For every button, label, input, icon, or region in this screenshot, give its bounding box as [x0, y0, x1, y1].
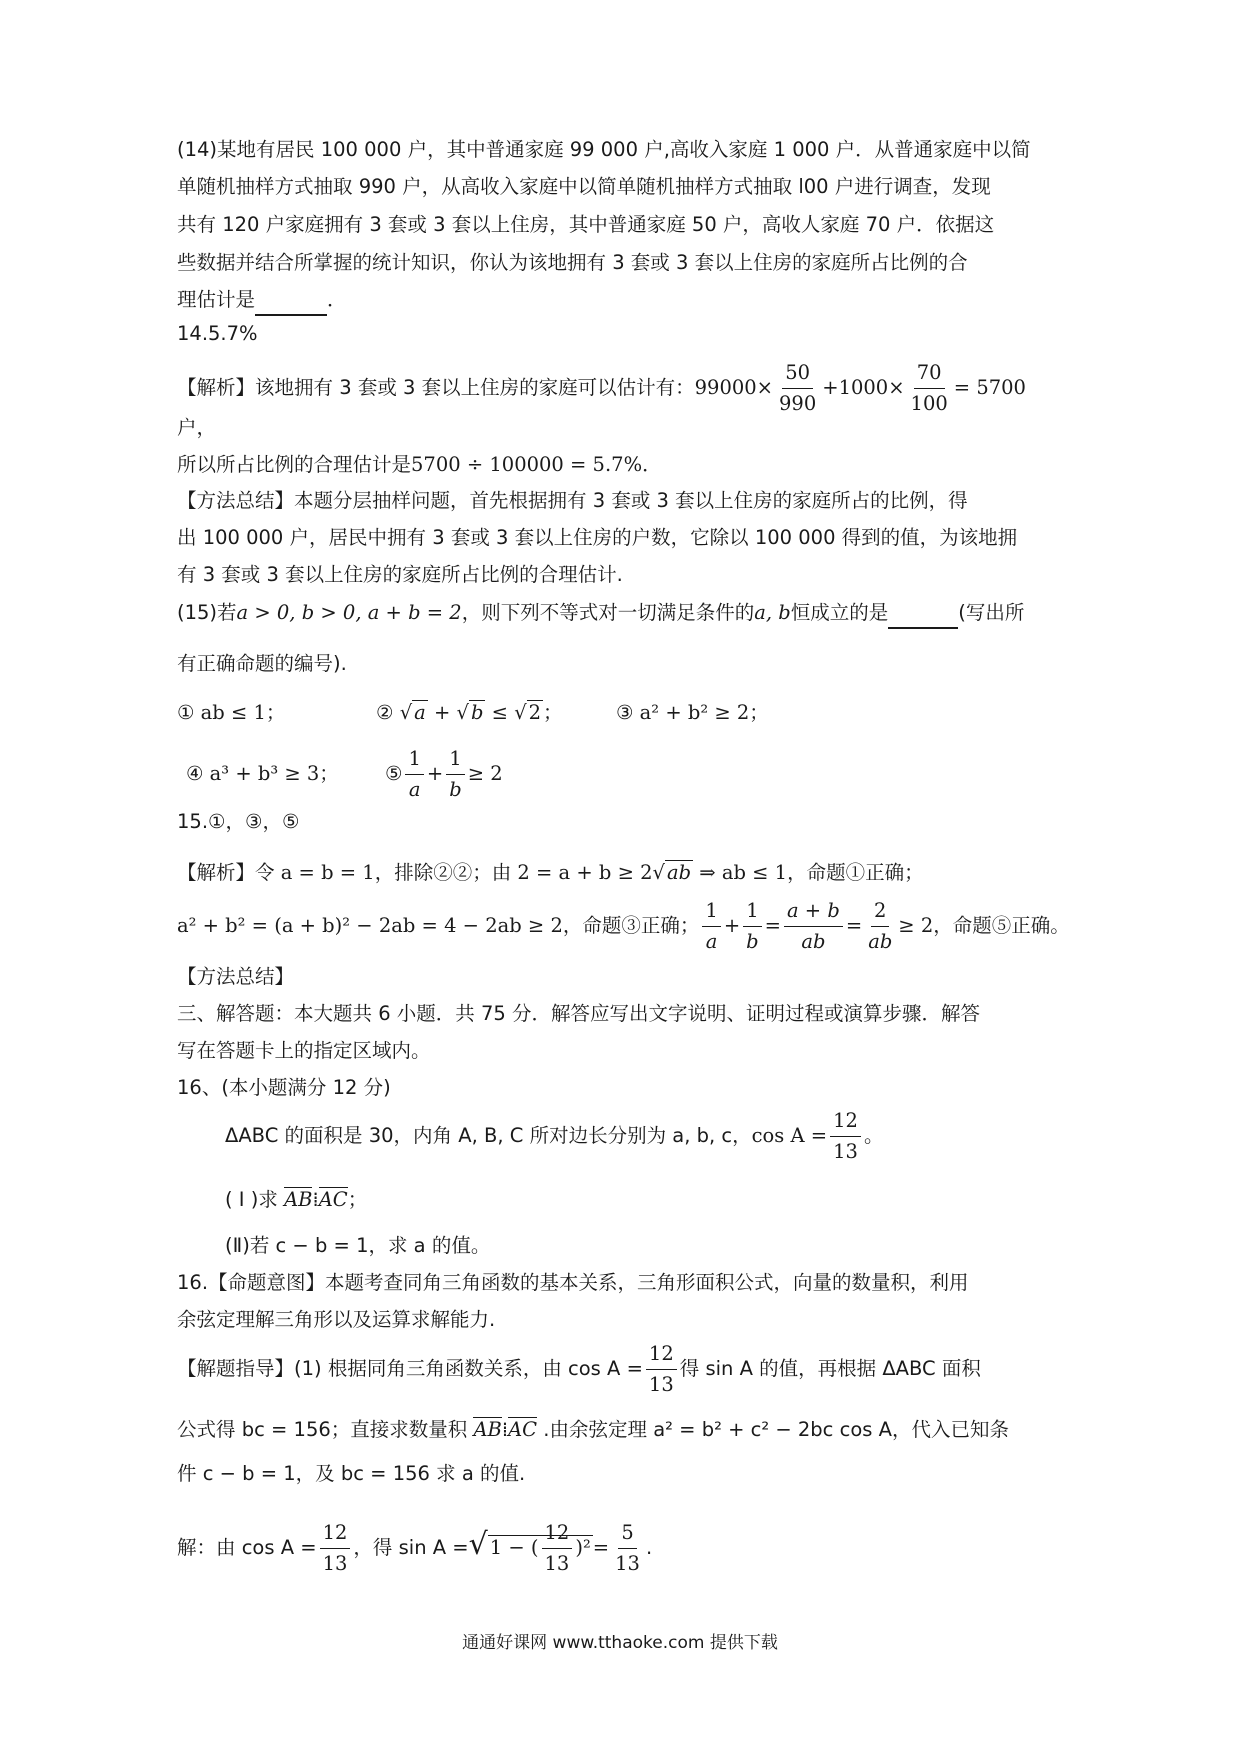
- q16-stem: [225, 1104, 883, 1168]
- q15-condition: a > 0, b > 0, a + b = 2: [236, 601, 462, 624]
- opt2-end: ；: [543, 701, 563, 724]
- sqrt-part-b: )²: [575, 1536, 591, 1559]
- analysis-label: 【解析】: [177, 376, 256, 399]
- frac-den: 990: [779, 392, 817, 415]
- q14-answer: 14.5.7%: [177, 322, 258, 345]
- plus: +: [723, 914, 741, 937]
- q14-method-1: [177, 487, 968, 515]
- answer-blank: [255, 286, 327, 316]
- q16-stem-end: 。: [863, 1124, 884, 1147]
- expr-b: +1000×: [822, 376, 905, 399]
- frac-den: 13: [648, 1373, 674, 1396]
- frac-num: 1: [446, 744, 464, 775]
- q15-text: ，则下列不等式对一切满足条件的: [461, 601, 755, 624]
- expr-c: = 5700: [953, 376, 1026, 399]
- fraction-12-13: [542, 1518, 573, 1579]
- frac-den: 100: [910, 392, 948, 415]
- dot-operator: ⁞: [312, 1188, 319, 1211]
- opt5-prefix: ⑤: [385, 762, 403, 785]
- q15-text-2: 恒成立的是: [790, 601, 889, 624]
- fraction-12-13: [646, 1339, 677, 1400]
- q16-header: 16、(本小题满分 12 分): [177, 1076, 391, 1099]
- vector-ac: AC: [508, 1418, 538, 1441]
- opt2-plus: +: [427, 701, 457, 724]
- sol-text: 解：由 cos A =: [177, 1536, 317, 1559]
- fraction-12-13: [830, 1106, 861, 1167]
- opt2-le: ≤: [485, 701, 515, 724]
- part1-prefix: ( I )求: [225, 1188, 285, 1211]
- q14-method-3: 有 3 套或 3 套以上住房的家庭所占比例的合理估计.: [177, 563, 623, 586]
- sqrt-ab: ab: [666, 861, 692, 884]
- fraction-1-a: [702, 896, 720, 957]
- q15-option-3: ③ a² + b² ≥ 2；: [616, 701, 769, 724]
- q15-analysis-1: 【解析】令 a = b = 1，排除②②；由 2 = a + b ≥ 2√ ab ⇒ ab ≤ 1，命题①正确；: [177, 861, 924, 884]
- frac-den: 13: [544, 1552, 570, 1575]
- frac-num: 5: [618, 1518, 636, 1549]
- fraction-5-13: [612, 1518, 643, 1579]
- q15-option-4: ④ a³ + b³ ≥ 3；: [186, 762, 339, 785]
- frac-num: 70: [914, 358, 945, 389]
- q16-guide-1: [177, 1337, 981, 1401]
- sqrt-body: [488, 1521, 593, 1575]
- q14-line-3: 共有 120 户家庭拥有 3 套或 3 套以上住房，其中普通家庭 50 户，高收人家庭 70 户．依据这: [177, 213, 995, 236]
- frac-num: 50: [782, 358, 813, 389]
- q14-line-5-end: ．: [327, 288, 347, 311]
- q14-line-2: 单随机抽样方式抽取 990 户，从高收入家庭中以简单随机抽样方式抽取 l00 户进行调查，发现: [177, 175, 991, 198]
- analysis-text: 该地拥有 3 套或 3 套以上住房的家庭可以估计有：: [255, 376, 695, 399]
- ratio-expr: 5700 ÷ 100000 = 5.7%: [411, 453, 643, 476]
- frac-num: a + b: [784, 896, 843, 927]
- dot-operator: ⁞: [501, 1418, 509, 1441]
- frac-num: 12: [830, 1106, 861, 1137]
- frac-num: 12: [646, 1339, 677, 1370]
- frac-den: 13: [833, 1140, 858, 1163]
- vector-ab: AB: [473, 1418, 502, 1441]
- expr-a: 99000×: [694, 376, 773, 399]
- q16-intent-1: 16.【命题意图】本题考查同角三角函数的基本关系，三角形面积公式，向量的数量积，利用: [177, 1271, 969, 1294]
- analysis2-expr: a² + b² = (a + b)² − 2ab = 4 − 2ab ≥ 2，命题③正确；: [177, 914, 700, 937]
- frac-num: 12: [320, 1518, 351, 1549]
- method-label: 【方法总结】: [177, 489, 295, 512]
- opt5-end: ≥ 2: [467, 762, 503, 785]
- frac-den: a: [705, 930, 718, 953]
- q15-text-3: (写出所: [958, 601, 1025, 624]
- q16-solution: [177, 1512, 652, 1581]
- frac-num: 1: [702, 896, 720, 927]
- guide-text-2: 得 sin A 的值，再根据 ΔABC 面积: [679, 1357, 981, 1380]
- fraction-1-b: [446, 744, 464, 805]
- fraction-50-990: [776, 358, 819, 419]
- q16-part-1: [225, 1186, 367, 1214]
- answer-blank: [888, 599, 958, 629]
- equals: =: [764, 914, 781, 937]
- sqrt-part-a: 1 − (: [489, 1536, 539, 1559]
- q14-hu: 户，: [177, 416, 217, 439]
- guide2-text-2: .由余弦定理 a² = b² + c² − 2bc cos A，代入已知条: [537, 1418, 1009, 1441]
- q14-line-4: 些数据并结合所掌握的统计知识，你认为该地拥有 3 套或 3 套以上住房的家庭所占比例的合: [177, 251, 968, 274]
- frac-num: 1: [743, 896, 761, 927]
- equals: =: [845, 914, 863, 937]
- guide2-text: 公式得 bc = 156；直接求数量积: [177, 1418, 474, 1441]
- q14-line-1: (14)某地有居民 100 000 户，其中普通家庭 99 000 户,高收入家庭 1 000 户．从普通家庭中以简: [177, 138, 1031, 161]
- q16-intent-2: 余弦定理解三角形以及运算求解能力.: [177, 1308, 496, 1331]
- q16-stem-text: ΔABC 的面积是 30，内角 A, B, C 所对边长分别为 a, b, c，: [225, 1124, 752, 1147]
- opt2-prefix: ②: [376, 701, 400, 724]
- cos-a: cos A =: [751, 1124, 828, 1147]
- q14-line-5: [177, 286, 347, 316]
- frac-den: b: [746, 930, 759, 953]
- sqrt-a: a: [414, 701, 426, 724]
- analysis-expr-2: ⇒ ab ≤ 1，命题①正确；: [693, 861, 924, 884]
- q16-part-2: (Ⅱ)若 c − b = 1，求 a 的值。: [225, 1234, 491, 1257]
- guide-text: (1) 根据同角三角函数关系，由 cos A =: [294, 1357, 643, 1380]
- analysis2-end: ≥ 2，命题⑤正确。: [898, 914, 1070, 937]
- ratio-text: 所以所占比例的合理估计是: [177, 453, 412, 476]
- page-footer: 通通好课网 www.tthaoke.com 提供下载: [462, 1633, 778, 1653]
- q15-answer: 15.①，③，⑤: [177, 810, 300, 833]
- section-3-line-2: 写在答题卡上的指定区域内。: [177, 1039, 431, 1062]
- opt5-plus: +: [426, 762, 444, 785]
- q14-line-5-text: 理估计是: [177, 288, 256, 311]
- frac-den: 13: [615, 1552, 640, 1575]
- sqrt-2: 2: [528, 701, 542, 724]
- q15-analysis-2: [177, 894, 1070, 958]
- vector-ac: AC: [318, 1188, 348, 1211]
- equals: =: [592, 1536, 610, 1559]
- q16-guide-3: 件 c − b = 1，及 bc = 156 求 a 的值.: [177, 1462, 526, 1485]
- fraction-1-a: [405, 744, 423, 805]
- frac-num: 1: [405, 744, 423, 775]
- vector-ab: AB: [284, 1188, 313, 1211]
- frac-den: 13: [322, 1552, 348, 1575]
- q15-option-5: [385, 742, 503, 806]
- sol-end: .: [645, 1536, 653, 1559]
- analysis-label: 【解析】: [177, 861, 256, 884]
- q15-option-2: ② √ a + √ b ≤ √ 2 ；: [376, 701, 563, 724]
- sol-text-2: ，得 sin A =: [353, 1536, 469, 1559]
- q15-prefix: (15)若: [177, 601, 237, 624]
- q15-ab: a, b: [754, 601, 791, 624]
- frac-den: a: [408, 778, 421, 801]
- q14-ratio: [177, 451, 662, 479]
- q15-method-label: 【方法总结】: [177, 965, 295, 988]
- fraction-2-over-ab: [865, 896, 895, 957]
- frac-den: ab: [801, 930, 826, 953]
- fraction-12-13: [320, 1518, 351, 1579]
- frac-num: 2: [871, 896, 889, 927]
- q15-option-1: ① ab ≤ 1；: [177, 701, 286, 724]
- sqrt-b: b: [470, 701, 484, 724]
- q15-line-2: 有正确命题的编号).: [177, 652, 347, 675]
- fraction-70-100: [908, 358, 951, 419]
- guide-label: 【解题指导】: [177, 1357, 295, 1380]
- part1-end: ；: [347, 1188, 368, 1211]
- q14-method-2: 出 100 000 户，居民中拥有 3 套或 3 套以上住房的户数，它除以 100 000 得到的值，为该地拥: [177, 526, 1018, 549]
- frac-den: ab: [868, 930, 893, 953]
- fraction-1-b: [743, 896, 761, 957]
- section-3-line-1: 三、解答题：本大题共 6 小题．共 75 分．解答应写出文字说明、证明过程或演算步骤．解答: [177, 1002, 981, 1025]
- frac-den: b: [449, 778, 462, 801]
- sqrt-sign: √: [468, 1527, 488, 1562]
- fraction-a-plus-b-over-ab: [784, 896, 843, 957]
- q14-analysis: [177, 356, 1026, 420]
- ratio-end: ．: [642, 453, 662, 476]
- q15-line-1: [177, 599, 1024, 629]
- q16-guide-2: [177, 1416, 1009, 1444]
- analysis-expr: 令 a = b = 1，排除②②；由 2 = a + b ≥ 2: [255, 861, 653, 884]
- method-text: 本题分层抽样问题，首先根据拥有 3 套或 3 套以上住房的家庭所占的比例，得: [294, 489, 968, 512]
- frac-num: 12: [542, 1518, 573, 1549]
